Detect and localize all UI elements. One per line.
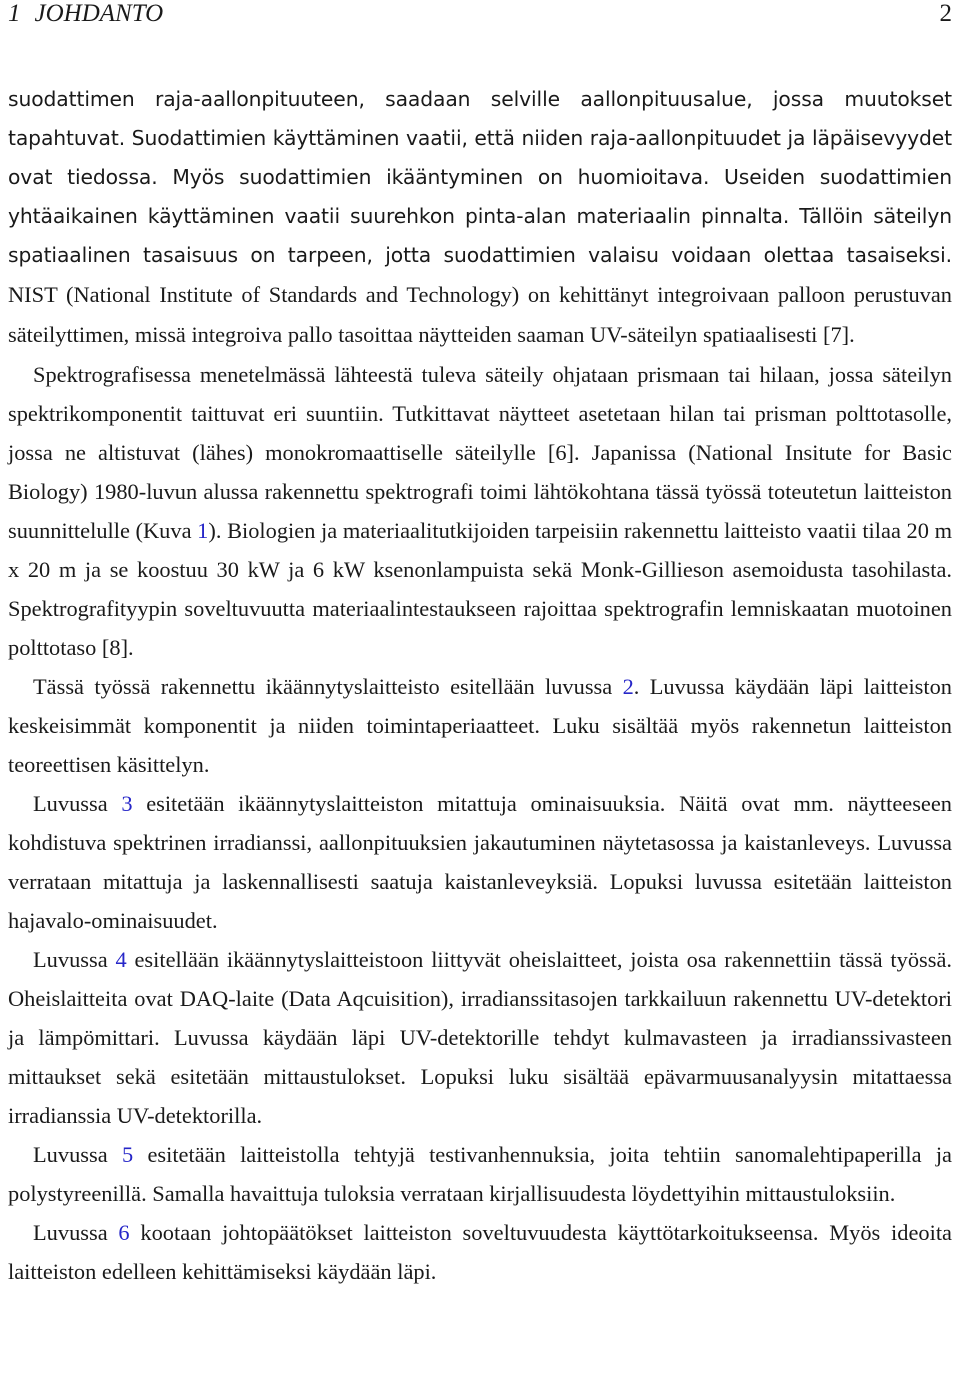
paragraph-chapter-4-text-a: Luvussa xyxy=(33,947,116,972)
paragraph-filters-text: suodattimen raja-aallonpituuteen, saadaan selville aallonpituusalue, jossa muutokset tapahtuvat. Suodattimien käyttäminen vaatii, että niiden raja-aallonpituudet ja läpäisevyydet ovat tiedossa. Myös suodattimien ikääntyminen on huomioitava. Useiden suodattimien yhtäaikainen käyttäminen vaatii suurehkon pinta-alan materiaalin pinnalta. Tällöin säteilyn spatiaalinen tasaisuus on tarpeen, jotta suodattimien valaisu voidaan olettaa tasaiseksi. xyxy=(8,87,952,267)
paragraph-chapter-5-text-b: esitetään laitteistolla tehtyjä testivanhennuksia, joita tehtiin sanomalehtipaperilla ja polystyreenillä. Samalla havaittuja tuloksia verrataan kirjallisuudesta löydettyihin mittaustuloksiin. xyxy=(8,1142,952,1206)
chapter-ref-link[interactable]: 3 xyxy=(121,791,133,816)
running-header xyxy=(8,0,952,28)
paragraph-chapter-4-text-b: esitellään ikäännytyslaitteistoon liittyvät oheislaitteet, joista osa rakennettiin tässä työssä. Oheislaitteita ovat DAQ-laite (Data Aqcuisition), irradianssitasojen tarkkailuun rakennettu UV-detektori ja lämpömittari. Luvussa käydään läpi UV-detektorille tehdyt kulmavasteen ja irradianssivasteen mittaukset sekä esitetään mittaustulokset. Lopuksi luku sisältää epävarmuusanalyysin mitattaessa irradianssia UV-detektorilla. xyxy=(8,947,952,1128)
paragraph-spectrograph xyxy=(8,355,952,667)
header-chapter xyxy=(8,0,163,28)
paragraph-chapter-6-text-a: Luvussa xyxy=(33,1220,119,1245)
paragraph-chapter-5-text-a: Luvussa xyxy=(33,1142,122,1167)
paragraph-chapter-2-text-b: . Luvussa käydään läpi laitteiston keskeisimmät komponentit ja niiden toimintaperiaatteet. Luku sisältää myös rakennetun laitteiston teoreettisen käsittelyn. xyxy=(8,674,953,777)
paragraph-filters-nist-text: NIST (National Institute of Standards and Technology) on kehittänyt integroivaan palloon perustuvan säteilyttimen, missä integroiva pallo tasoittaa näytteiden saaman UV-säteilyn spatiaalisesti [7]. xyxy=(8,282,952,347)
body-text xyxy=(8,80,952,1291)
paragraph-chapter-6-text-b: kootaan johtopäätökset laitteiston soveltuvuudesta käyttötarkoitukseensa. Myös ideoita laitteiston edelleen kehittämiseksi käydään läpi. xyxy=(8,1220,952,1284)
paragraph-chapter-5 xyxy=(8,1135,952,1213)
chapter-ref-link[interactable]: 6 xyxy=(118,1220,130,1245)
chapter-ref-link[interactable]: 5 xyxy=(121,1142,134,1167)
figure-ref-link[interactable]: 1 xyxy=(197,518,209,543)
paragraph-spectrograph-text-a: Spektrografisessa menetelmässä lähteestä tuleva säteily ohjataan prismaan tai hilaan, jossa säteilyn spektrikomponentit taittuvat eri suuntiin. Tutkittavat näytteet asetetaan hilan tai prisman polttotasolle, jossa ne altistuvat (lähes) monokromaattiselle säteilylle [6]. Japanissa (National Insitute for Basic Biology) 1980-luvun alussa rakennettu spektrografi toimi lähtökohtana tässä työssä toteutetun laitteiston suunnittelulle (Kuva xyxy=(8,362,952,543)
header-chapter-number: 1 xyxy=(8,0,21,27)
paragraph-chapter-3 xyxy=(8,784,952,940)
paragraph-chapter-3-text-a: Luvussa xyxy=(33,791,122,816)
header-chapter-title: JOHDANTO xyxy=(34,0,164,27)
header-page-number: 2 xyxy=(939,0,952,27)
paragraph-chapter-3-text-b: esitetään ikäännytyslaitteiston mitattuja ominaisuuksia. Näitä ovat mm. näytteeseen kohdistuva spektrinen irradianssi, aallonpituuksien jakautuminen näytetasossa ja kaistanleveys. Luvussa verrataan mitattuja ja laskennallisesti saatuja kaistanleveyksiä. Lopuksi luvussa esitetään laitteiston hajavalo-ominaisuudet. xyxy=(8,791,952,933)
paragraph-filters xyxy=(8,80,952,355)
paragraph-chapter-4 xyxy=(8,940,952,1135)
paragraph-chapter-2 xyxy=(8,667,952,784)
chapter-ref-link[interactable]: 2 xyxy=(622,674,634,699)
chapter-ref-link[interactable]: 4 xyxy=(115,947,127,972)
paragraph-spectrograph-text-b: ). Biologien ja materiaalitutkijoiden tarpeisiin rakennettu laitteisto vaatii tilaa 20 m x 20 m ja se koostuu 30 kW ja 6 kW ksenonlampuista sekä Monk-Gillieson asemoidusta tasohilasta. Spektrografityypin soveltuvuutta materiaalintestaukseen rajoittaa spektrografin lemniskaatan muotoinen polttotaso [8]. xyxy=(8,518,952,660)
paragraph-chapter-2-text-a: Tässä työssä rakennettu ikäännytyslaitteisto esitellään luvussa xyxy=(33,674,623,699)
paragraph-chapter-6 xyxy=(8,1213,952,1291)
